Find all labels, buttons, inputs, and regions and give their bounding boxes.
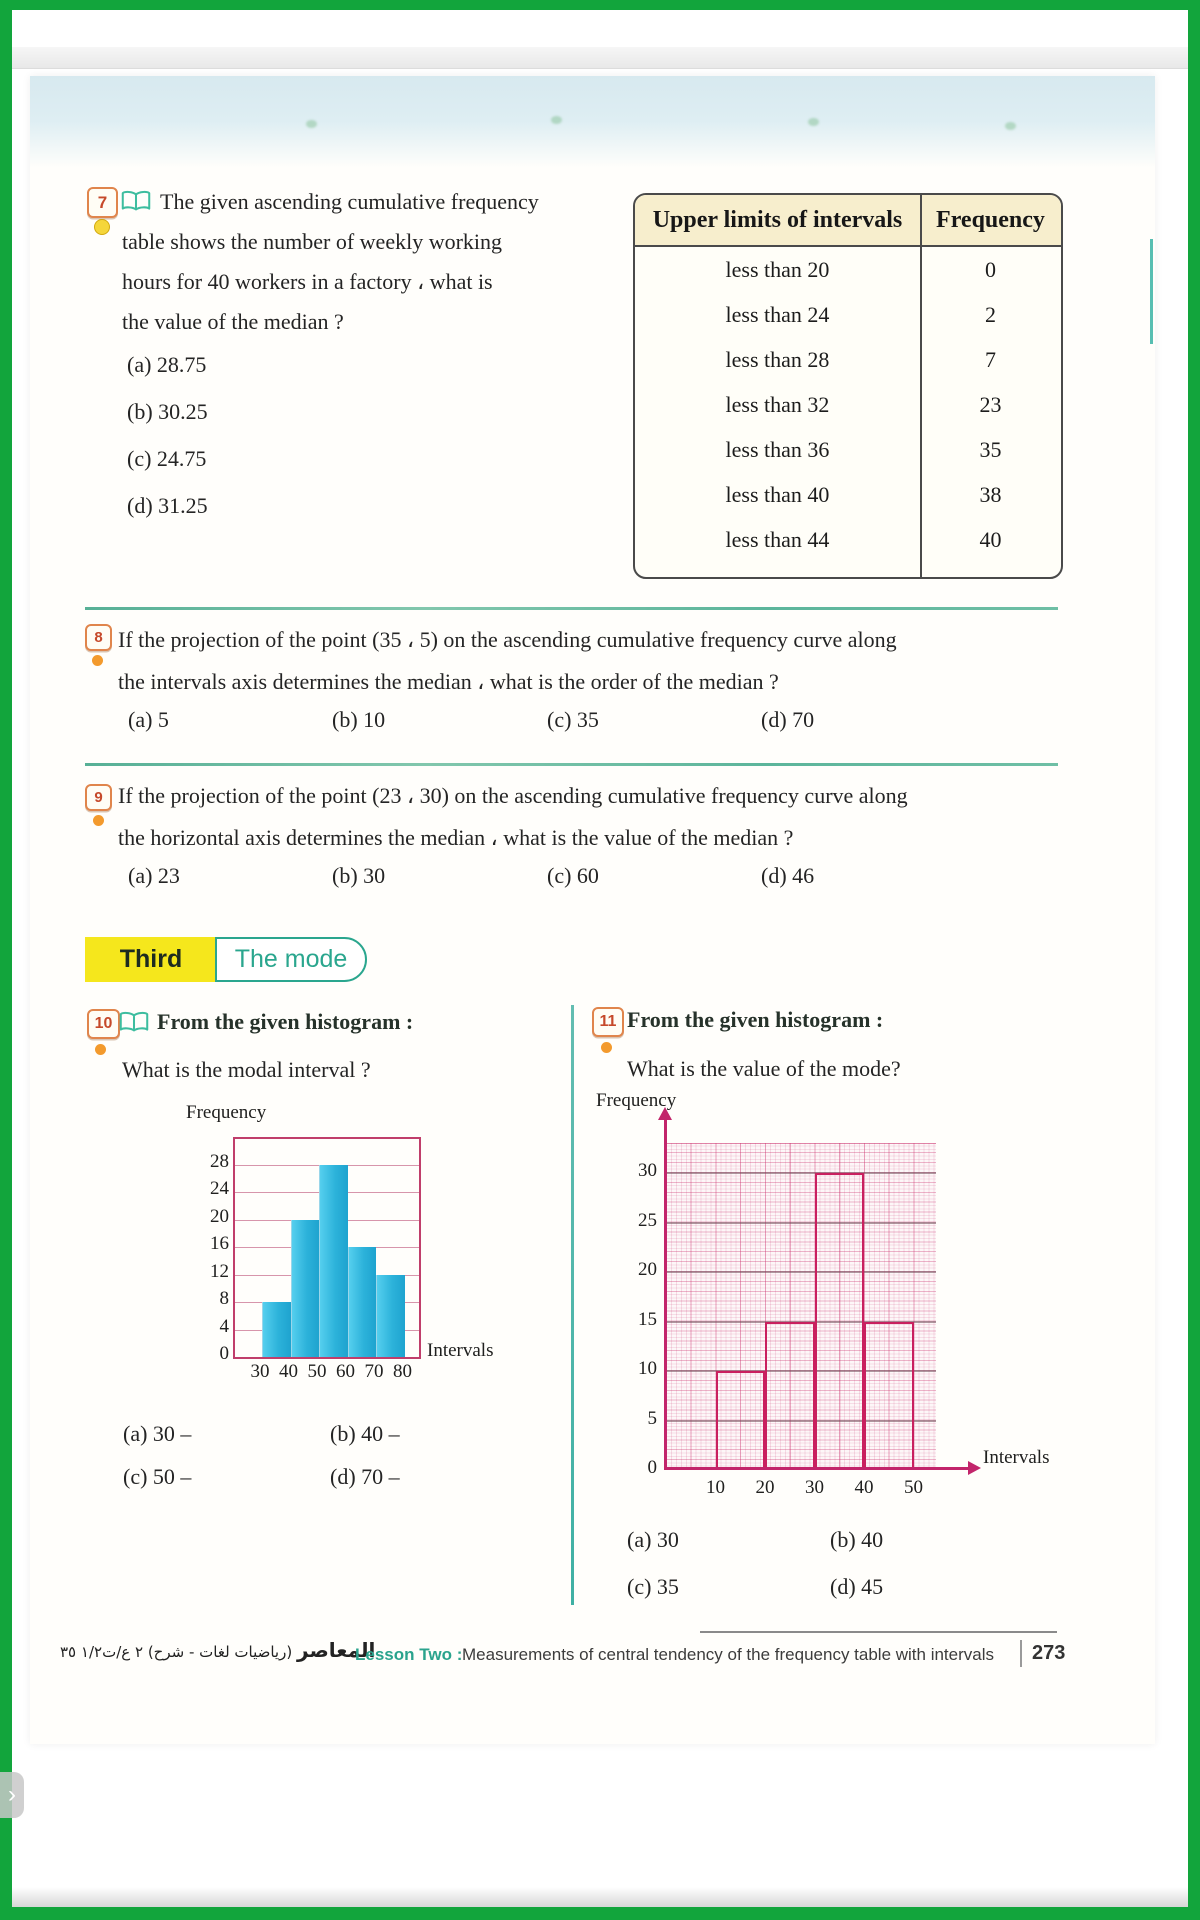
table-row	[635, 292, 1061, 337]
q8-option-d: (d) 70	[761, 707, 815, 732]
q10-xtick-50: 50	[307, 1361, 327, 1382]
table-column-divider	[920, 195, 922, 577]
histogram-bar	[291, 1220, 320, 1357]
question-9-number: 9	[94, 789, 103, 806]
cumulative-frequency-table	[633, 193, 1063, 579]
q9-option-c: (c) 60	[547, 863, 599, 888]
section-title-label: The mode	[234, 945, 348, 973]
q11-y-axis	[664, 1118, 667, 1470]
table-cell-interval: less than 32	[725, 391, 830, 417]
histogram-bar	[319, 1165, 348, 1357]
table-header-frequency: Frequency	[936, 206, 1045, 233]
table-row	[635, 427, 1061, 472]
table-row	[635, 382, 1061, 427]
table-cell-frequency: 35	[979, 436, 1002, 462]
question-9-badge	[85, 784, 112, 811]
footer-lesson-title: Measurements of central tendency of the frequency table with intervals	[462, 1645, 995, 1664]
page-turn-button[interactable]	[0, 1772, 24, 1818]
brand-detail: (رياضيات لغات - شرح) ٢ ع/ت١/٢ ٣٥	[60, 1643, 293, 1661]
q7-line-4: the value of the median ?	[122, 309, 344, 334]
q9-line-2: the horizontal axis determines the median ، what is the value of the median ?	[118, 825, 794, 850]
decoration-speck	[551, 116, 562, 124]
decoration-speck	[306, 120, 317, 128]
y-axis-arrow	[658, 1107, 672, 1120]
decoration-speck	[1005, 122, 1016, 130]
q8-option-c: (c) 35	[547, 707, 599, 732]
q10-option-b: (b) 40 –	[330, 1421, 400, 1446]
histogram-bar	[348, 1247, 377, 1357]
q11-xtick-30: 30	[805, 1477, 824, 1498]
q10-ytick-24: 24	[210, 1178, 229, 1200]
question-10-badge	[87, 1009, 120, 1039]
q10-title: From the given histogram :	[157, 1009, 414, 1034]
q10-ytick-12: 12	[210, 1260, 229, 1282]
q10-xtick-40: 40	[279, 1361, 298, 1382]
q10-chart-xlabel: Intervals	[427, 1340, 494, 1361]
q8-option-b: (b) 10	[332, 707, 386, 732]
section-divider	[85, 607, 1058, 610]
q10-xtick-60: 60	[336, 1361, 355, 1382]
page-header-band	[30, 76, 1155, 176]
histogram-bar-outline	[716, 1371, 766, 1470]
x-axis-arrow	[968, 1461, 981, 1475]
q11-ytick-30: 30	[638, 1160, 657, 1181]
q7-line-3: hours for 40 workers in a factory ، what is	[122, 269, 493, 294]
histogram-bar-outline	[765, 1322, 815, 1471]
book-icon	[119, 1011, 149, 1039]
table-header-intervals: Upper limits of intervals	[652, 206, 903, 233]
q11-ytick-5: 5	[647, 1407, 657, 1429]
book-icon	[121, 190, 151, 218]
q7-line-2: table shows the number of weekly working	[122, 229, 503, 254]
q11-question: What is the value of the mode?	[627, 1056, 901, 1081]
major-gridline	[666, 1222, 936, 1224]
yellow-dot-marker	[94, 219, 110, 235]
q11-xtick-10: 10	[706, 1477, 725, 1498]
question-7-number: 7	[97, 192, 108, 212]
bottom-toolbar-strip	[12, 1887, 1188, 1907]
table-row	[635, 247, 1061, 292]
q11-histogram-grid	[666, 1143, 936, 1470]
table-cell-frequency: 2	[985, 301, 996, 327]
q11-option-d: (d) 45	[830, 1574, 884, 1599]
q10-option-d: (d) 70 –	[330, 1464, 400, 1489]
q9-option-b: (b) 30	[332, 863, 386, 888]
q10-ytick-8: 8	[219, 1288, 229, 1310]
q11-ytick-10: 10	[638, 1358, 657, 1379]
q7-option-b: (b) 30.25	[127, 399, 208, 424]
q11-option-c: (c) 35	[627, 1574, 679, 1599]
q8-option-a: (a) 5	[128, 707, 169, 732]
question-11-number: 11	[599, 1013, 617, 1030]
q8-line-1: If the projection of the point (35 ، 5) on the ascending cumulative frequency curve along	[118, 627, 897, 652]
footer-lesson-label: Lesson Two :	[355, 1645, 463, 1664]
brand-name: المعاصر	[297, 1638, 376, 1662]
table-cell-frequency: 40	[979, 526, 1002, 552]
footer-page-number: 273	[1032, 1642, 1066, 1664]
page-edge-mark	[1150, 239, 1153, 344]
q7-option-d: (d) 31.25	[127, 493, 208, 518]
q10-histogram	[233, 1137, 421, 1359]
table-header-row	[635, 195, 1061, 247]
q11-chart-ylabel: Frequency	[596, 1090, 677, 1111]
q7-option-c: (c) 24.75	[127, 446, 207, 471]
q11-ytick-0: 0	[647, 1457, 657, 1478]
q9-option-a: (a) 23	[128, 863, 180, 888]
q10-ytick-0: 0	[219, 1343, 229, 1364]
q10-ytick-20: 20	[210, 1205, 229, 1227]
table-cell-interval: less than 20	[725, 256, 830, 282]
q11-xtick-50: 50	[904, 1477, 923, 1498]
q11-xtick-40: 40	[854, 1477, 874, 1498]
footer-rule	[700, 1631, 1057, 1633]
table-cell-frequency: 0	[985, 256, 996, 282]
q8-line-2: the intervals axis determines the median ، what is the order of the median ?	[118, 669, 779, 694]
histogram-bar	[262, 1302, 291, 1357]
question-11-badge	[592, 1007, 624, 1037]
q11-ytick-15: 15	[638, 1308, 657, 1330]
q10-chart-ylabel: Frequency	[186, 1102, 267, 1123]
table-cell-frequency: 7	[985, 346, 996, 372]
question-8-badge	[85, 624, 112, 651]
column-divider	[571, 1005, 574, 1605]
orange-dot-marker	[92, 655, 103, 666]
table-row	[635, 472, 1061, 517]
q10-question: What is the modal interval ?	[122, 1057, 371, 1082]
q10-xtick-30: 30	[250, 1361, 270, 1382]
q10-option-a: (a) 30 –	[123, 1421, 192, 1446]
q7-line-1: The given ascending cumulative frequency	[160, 189, 539, 214]
q11-ytick-20: 20	[638, 1259, 657, 1280]
footer-separator	[1020, 1640, 1022, 1667]
top-toolbar-strip	[12, 47, 1188, 69]
histogram-bar-outline	[864, 1322, 914, 1471]
q11-option-b: (b) 40	[830, 1527, 884, 1552]
chevron-right-icon: ›	[8, 1781, 16, 1808]
table-cell-interval: less than 28	[725, 346, 830, 372]
q10-xtick-80: 80	[393, 1361, 412, 1382]
table-row	[635, 337, 1061, 382]
q10-ytick-16: 16	[210, 1233, 229, 1255]
q9-line-1: If the projection of the point (23 ، 30) on the ascending cumulative frequency curve along	[118, 783, 908, 808]
q7-option-a: (a) 28.75	[127, 352, 207, 377]
table-cell-interval: less than 40	[725, 481, 830, 507]
table-row	[635, 517, 1061, 562]
q11-title: From the given histogram :	[627, 1007, 884, 1032]
q10-option-c: (c) 50 –	[123, 1464, 192, 1489]
histogram-bar	[376, 1275, 405, 1357]
section-badge-third	[85, 937, 217, 982]
section-divider	[85, 763, 1058, 766]
q9-option-d: (d) 46	[761, 863, 815, 888]
q10-ytick-28: 28	[210, 1151, 229, 1172]
table-cell-interval: less than 24	[725, 301, 830, 327]
q11-option-a: (a) 30	[627, 1527, 679, 1552]
table-cell-frequency: 38	[979, 481, 1002, 507]
table-cell-frequency: 23	[979, 391, 1002, 417]
major-gridline	[666, 1271, 936, 1273]
q10-ytick-4: 4	[219, 1315, 229, 1337]
decoration-speck	[808, 118, 819, 126]
q11-xtick-20: 20	[755, 1477, 775, 1498]
q11-chart-xlabel: Intervals	[983, 1447, 1050, 1468]
question-8-number: 8	[94, 629, 103, 646]
table-body	[635, 247, 1061, 562]
histogram-bar-outline	[815, 1173, 865, 1470]
section-badge-label: Third	[119, 945, 183, 973]
major-gridline	[666, 1172, 936, 1174]
table-cell-interval: less than 44	[725, 526, 830, 552]
q11-x-axis	[664, 1467, 970, 1470]
section-title-the-mode	[215, 937, 367, 982]
orange-dot-marker	[93, 815, 104, 826]
q10-xtick-70: 70	[364, 1361, 384, 1382]
question-7-badge	[87, 187, 118, 218]
footer-brand-arabic	[60, 1638, 375, 1662]
q11-ytick-25: 25	[638, 1209, 657, 1231]
table-cell-interval: less than 36	[725, 436, 830, 462]
question-10-number: 10	[94, 1015, 113, 1032]
orange-dot-marker	[95, 1044, 106, 1055]
orange-dot-marker	[601, 1042, 612, 1053]
